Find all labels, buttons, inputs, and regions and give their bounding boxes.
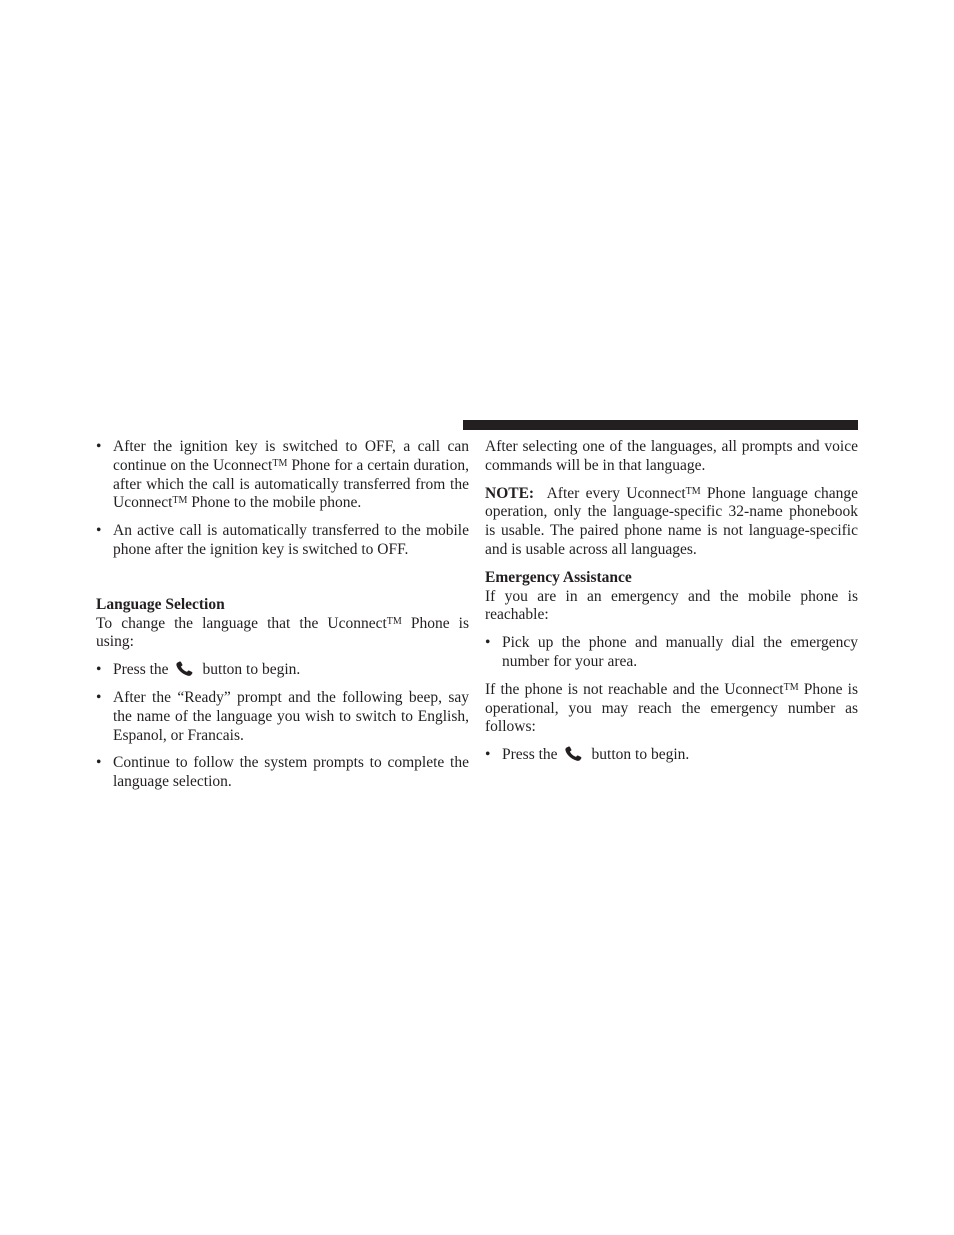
- list-item: [96, 438, 469, 513]
- text: Phone is using:: [96, 614, 469, 651]
- list-item: [96, 754, 469, 792]
- text: Pick up the phone and manually dial the emergency number for your area.: [502, 634, 858, 670]
- header-rule: [463, 420, 858, 430]
- list-item: [96, 689, 469, 745]
- left-column: [96, 438, 469, 792]
- text: After the ignition key is switched to OFF, a call can continue on the Uconnect: [113, 438, 469, 474]
- text: button to begin.: [591, 746, 690, 764]
- text: Phone to the mobile phone.: [187, 494, 362, 512]
- note-label: NOTE:: [485, 484, 535, 502]
- trademark: TM: [172, 495, 188, 507]
- paragraph: [485, 681, 858, 737]
- list-item: [96, 522, 469, 560]
- text: To change the language that the Uconnect: [96, 614, 387, 632]
- phone-handset-icon: [175, 661, 197, 677]
- right-column: [485, 438, 858, 765]
- section-heading-language: Language Selection: [96, 595, 225, 613]
- trademark: TM: [272, 457, 288, 469]
- trademark: TM: [685, 485, 701, 497]
- paragraph: After selecting one of the languages, all prompts and voice commands will be in that language.: [485, 438, 858, 474]
- text: button to begin.: [202, 661, 301, 679]
- list-item: [485, 746, 858, 765]
- phone-handset-icon: [564, 746, 586, 762]
- text: Phone language change operation, only the language-specific 32-name phonebook is usable. The paired phone name is not language-specific and is usable across all languages.: [485, 484, 858, 558]
- trademark: TM: [386, 615, 402, 627]
- text: Phone for a certain duration, after which the call is automatically transferred from the Uconnect: [113, 456, 469, 512]
- text: If the phone is not reachable and the Uconnect: [485, 680, 784, 698]
- text: Continue to follow the system prompts to complete the language selection.: [113, 754, 469, 791]
- list-item: [485, 634, 858, 672]
- text: Press the: [113, 661, 169, 679]
- text: Phone is operational, you may reach the emergency number as follows:: [485, 680, 858, 736]
- paragraph: If you are in an emergency and the mobile phone is reachable:: [485, 587, 858, 624]
- text: After the “Ready” prompt and the following beep, say the name of the language you wish to switch to English, Espanol, or Francais.: [113, 688, 469, 744]
- list-item: [96, 661, 469, 680]
- text: Press the: [502, 746, 558, 764]
- section-heading-emergency: Emergency Assistance: [485, 568, 632, 586]
- trademark: TM: [783, 681, 799, 693]
- paragraph: [96, 615, 469, 653]
- text: After every Uconnect: [546, 484, 686, 502]
- note: [485, 485, 858, 560]
- text: An active call is automatically transferred to the mobile phone after the ignition key is switched to OFF.: [113, 522, 469, 558]
